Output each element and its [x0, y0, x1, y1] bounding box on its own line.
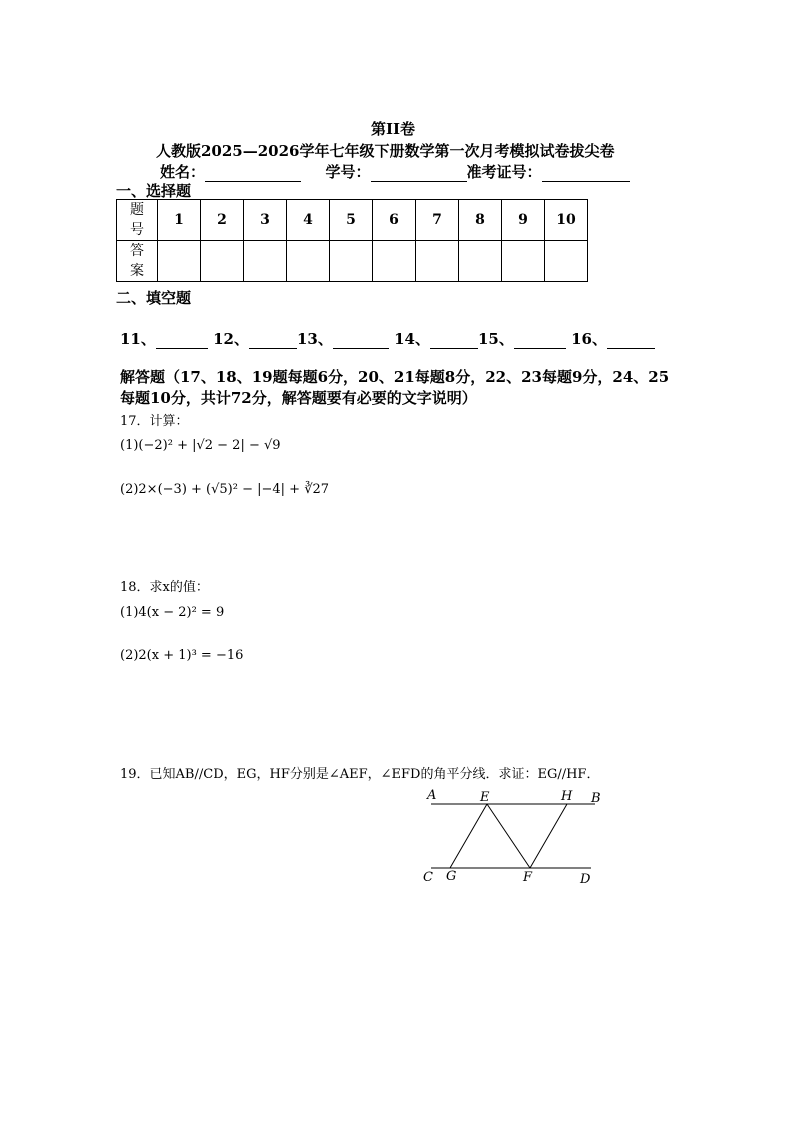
answer-cell[interactable]: [330, 241, 373, 282]
blank-field[interactable]: [514, 334, 566, 349]
answer-cell[interactable]: [459, 241, 502, 282]
solve-intro-line1: 解答题（17、18、19题每题6分，20、21每题8分，22、23每题9分，24、25: [120, 368, 670, 386]
blank-field[interactable]: [607, 334, 655, 349]
section-fill-heading: 二、填空题: [116, 289, 192, 307]
segment-hf: [530, 804, 567, 868]
solve-intro-line2: 每题10分，共计72分，解答题要有必要的文字说明）: [120, 389, 477, 407]
name-label: 姓名：: [160, 163, 206, 181]
exam-no-label: 准考证号：: [466, 163, 542, 181]
q17-label: 17．计算：: [120, 414, 189, 429]
exam-title: 人教版2025—2026学年七年级下册数学第一次月考模拟试卷拔尖卷: [156, 142, 615, 160]
question-number-cell: 4: [287, 200, 330, 241]
blank-label: 13、: [296, 330, 333, 348]
point-label-h: H: [561, 789, 573, 804]
exam-no-field[interactable]: [542, 167, 630, 182]
point-label-f: F: [523, 870, 533, 885]
segment-ef: [487, 804, 530, 868]
table-row: [117, 241, 588, 282]
id-label: 学号：: [325, 163, 371, 181]
blank-label: 14、: [394, 330, 430, 348]
q18-part2: (2)2(x + 1)³ = −16: [120, 648, 244, 663]
answer-table: [116, 199, 588, 282]
question-number-cell: 10: [545, 200, 588, 241]
fill-blanks-row: [120, 328, 655, 349]
point-label-b: B: [591, 791, 601, 806]
answer-cell[interactable]: [158, 241, 201, 282]
blank-label: 12、: [213, 330, 249, 348]
question-number-cell: 7: [416, 200, 459, 241]
question-number-cell: 6: [373, 200, 416, 241]
q17-part1: (1)(−2)² + |√2 − 2| − √9: [120, 438, 281, 453]
q19-text: 19．已知AB//CD，EG，HF分别是∠AEF，∠EFD的角平分线．求证：EG//HF．: [120, 767, 600, 782]
q17-part2: (2)2×(−3) + (√5)² − |−4| + ∛27: [120, 482, 330, 497]
question-number-cell: 8: [459, 200, 502, 241]
blank-label: 16、: [571, 330, 607, 348]
answer-cell[interactable]: [244, 241, 287, 282]
row-label-number: 题 号: [117, 200, 158, 241]
row-label-answer: 答 案: [117, 241, 158, 282]
blank-label: 15、: [477, 330, 514, 348]
answer-cell[interactable]: [287, 241, 330, 282]
question-number-cell: 5: [330, 200, 373, 241]
point-label-a: A: [427, 788, 437, 803]
blank-field[interactable]: [156, 334, 208, 349]
question-number-cell: 9: [502, 200, 545, 241]
table-row: [117, 200, 588, 241]
blank-field[interactable]: [333, 334, 389, 349]
answer-cell[interactable]: [416, 241, 459, 282]
point-label-d: D: [580, 872, 591, 887]
segment-eg: [450, 804, 487, 868]
point-label-c: C: [423, 870, 433, 885]
q18-part1: (1)4(x − 2)² = 9: [120, 605, 225, 620]
question-number-cell: 3: [244, 200, 287, 241]
question-number-cell: 2: [201, 200, 244, 241]
student-info-row: [160, 161, 630, 182]
name-field[interactable]: [205, 167, 301, 182]
answer-cell[interactable]: [545, 241, 588, 282]
section-choice-heading: 一、选择题: [116, 182, 192, 200]
geometry-figure: [415, 785, 605, 890]
answer-cell[interactable]: [201, 241, 244, 282]
question-number-cell: 1: [158, 200, 201, 241]
volume-title: 第II卷: [371, 120, 416, 138]
blank-field[interactable]: [249, 334, 297, 349]
blank-field[interactable]: [430, 334, 478, 349]
answer-cell[interactable]: [373, 241, 416, 282]
q18-label: 18．求x的值：: [120, 580, 209, 595]
point-label-e: E: [480, 790, 490, 805]
id-field[interactable]: [371, 167, 467, 182]
blank-label: 11、: [120, 330, 156, 348]
point-label-g: G: [446, 869, 457, 884]
answer-cell[interactable]: [502, 241, 545, 282]
